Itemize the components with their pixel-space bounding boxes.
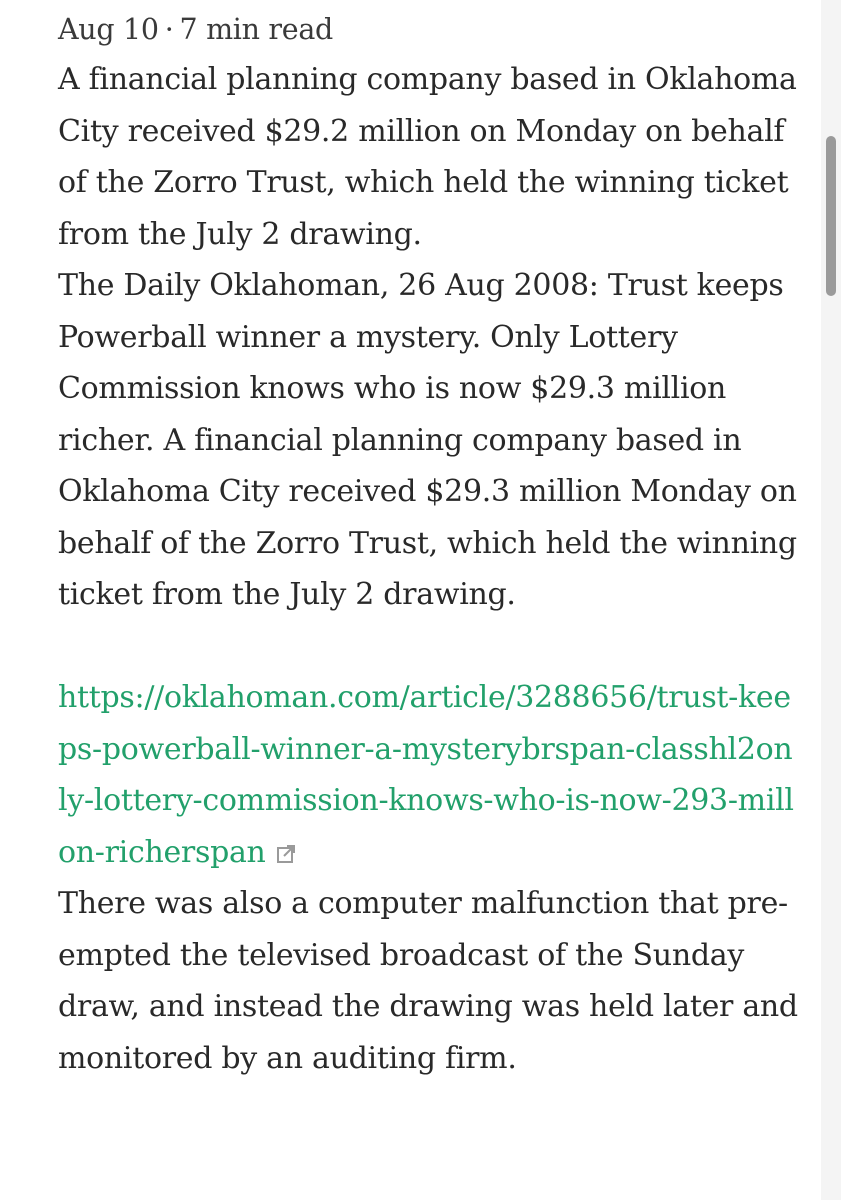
paragraph-3: There was also a computer malfunction that pre-empted the televised broadcast of the Sunday draw, and instead the drawing was held later and monitored by an auditing firm.	[58, 886, 798, 1076]
scrollbar-track[interactable]	[821, 0, 841, 1200]
article-body	[58, 6, 798, 1084]
article-meta	[58, 6, 798, 54]
meta-separator: ·	[164, 13, 174, 46]
publish-date: Aug 10	[58, 13, 159, 46]
paragraph-2: The Daily Oklahoman, 26 Aug 2008: Trust keeps Powerball winner a mystery. Only Lottery Commission knows who is now $29.3 million richer. A financial planning company based in Oklahoma City received $29.3 million Monday on behalf of the Zorro Trust, which held the winning ticket from the July 2 drawing.	[58, 268, 797, 612]
external-link-icon[interactable]	[276, 829, 296, 849]
paragraph-spacer	[58, 621, 798, 673]
article-link[interactable]: https://oklahoman.com/article/3288656/trust-keeps-powerball-winner-a-mysterybrspan-classhl2only-lottery-commission-knows-who-is-now-293-millon-richerspan	[58, 680, 794, 870]
link-paragraph	[58, 672, 798, 878]
scrollbar-thumb[interactable]	[826, 136, 836, 296]
read-time: 7 min read	[179, 13, 333, 46]
paragraph-1: A financial planning company based in Oklahoma City received $29.2 million on Monday on behalf of the Zorro Trust, which held the winning ticket from the July 2 drawing.	[58, 62, 797, 252]
